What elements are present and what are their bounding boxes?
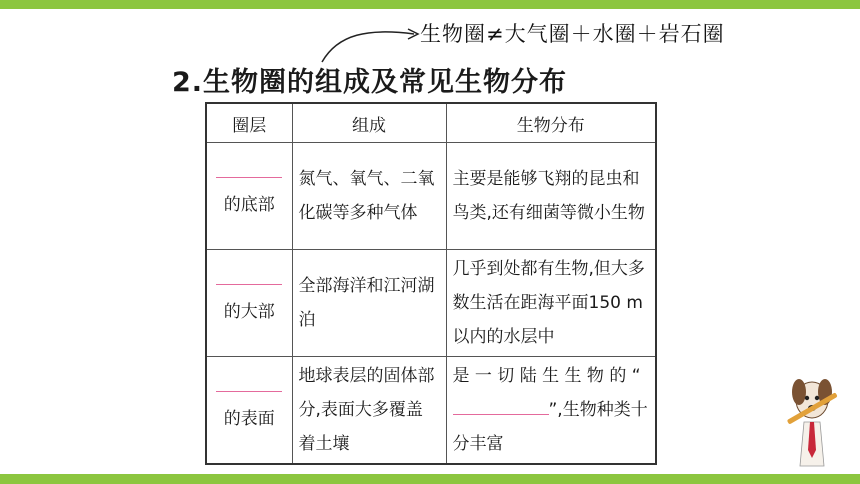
composition-cell: 全部海洋和江河湖泊 [292,250,446,357]
header-layer: 圈层 [206,103,292,143]
header-distribution: 生物分布 [446,103,656,143]
dog-with-pencil-icon [782,370,844,470]
top-accent-bar [0,0,860,9]
distribution-text-before: 是 一 切 陆 生 生 物 的 “ [452,366,641,386]
distribution-cell: 几乎到处都有生物,但大多数生活在距海平面150 m 以内的水层中 [446,250,656,357]
distribution-cell: 主要是能够飞翔的昆虫和鸟类,还有细菌等微小生物 [446,143,656,250]
composition-cell: 氮气、氧气、二氧化碳等多种气体 [292,143,446,250]
header-composition: 组成 [292,103,446,143]
distribution-cell [446,357,656,465]
table-row [206,357,656,465]
curved-arrow-icon [318,24,422,64]
section-heading: 2.生物圈的组成及常见生物分布 [172,67,568,98]
layer-cell [206,357,292,465]
fill-in-blank[interactable] [216,284,282,285]
layer-label: 的底部 [223,195,275,215]
fill-in-blank[interactable] [453,396,549,415]
layer-cell [206,250,292,357]
fill-in-blank[interactable] [216,177,282,178]
layer-label: 的大部 [223,302,275,322]
bottom-accent-bar [0,474,860,484]
biosphere-table [205,102,657,465]
layer-label: 的表面 [223,409,275,429]
fill-in-blank[interactable] [216,391,282,392]
composition-cell: 地球表层的固体部分,表面大多覆盖着土壤 [292,357,446,465]
table-row [206,250,656,357]
table-header-row [206,103,656,143]
annotation-note: 生物圈≠大气圈＋水圈＋岩石圈 [420,22,725,46]
layer-cell [206,143,292,250]
distribution-text-after: ”,生物种类十分丰富 [452,400,648,454]
table-row [206,143,656,250]
